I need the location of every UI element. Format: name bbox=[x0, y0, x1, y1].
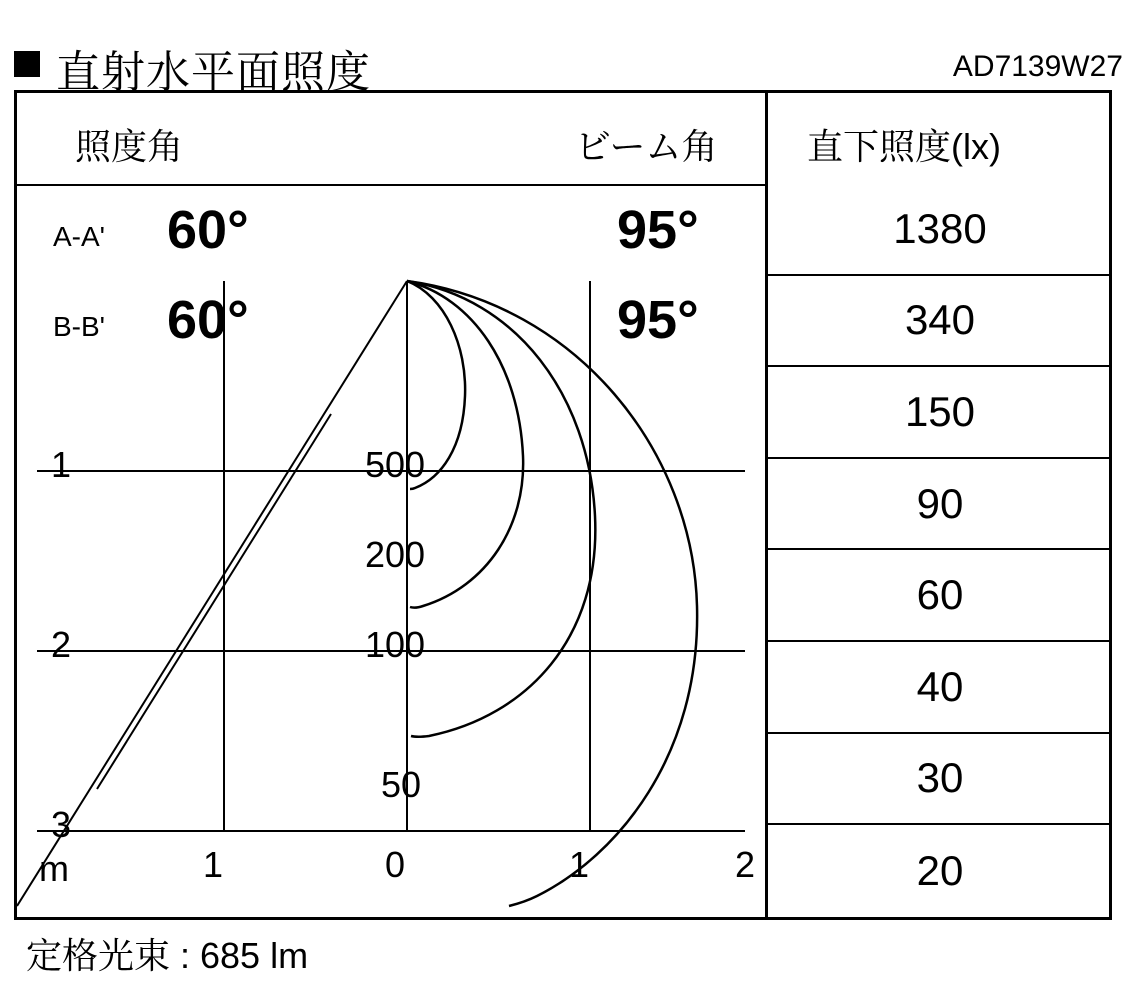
illuminance-graph bbox=[17, 186, 765, 917]
table-row: 30 bbox=[768, 734, 1112, 826]
model-code: AD7139W27 bbox=[952, 50, 1123, 83]
table-row: 1380 bbox=[768, 184, 1112, 276]
table-row: 340 bbox=[768, 276, 1112, 368]
row-label-bb: B-B' bbox=[53, 311, 106, 342]
direct-illuminance-header: 直下照度(lx) bbox=[807, 126, 1001, 167]
illuminance-angle-header: 照度角 bbox=[75, 126, 184, 167]
chart-frame bbox=[14, 90, 1112, 920]
x-tick-0: 0 bbox=[385, 844, 406, 885]
table-row: 60 bbox=[768, 550, 1112, 642]
y-tick-1: 1 bbox=[51, 444, 72, 485]
luminous-flux-note: 定格光束 : 685 lm bbox=[26, 935, 309, 976]
table-row: 20 bbox=[916, 846, 964, 894]
direct-illuminance-table bbox=[768, 184, 1112, 917]
beam-angle-bb: 95° bbox=[617, 290, 699, 350]
beam-angle-header: ビーム角 bbox=[575, 126, 718, 167]
illuminance-angle-aa: 60° bbox=[167, 200, 249, 260]
beam-angle-rays bbox=[17, 281, 407, 906]
x-tick-right-1: 1 bbox=[569, 844, 590, 885]
table-row: 150 bbox=[768, 367, 1112, 459]
axis-unit-label: m bbox=[39, 848, 69, 889]
page-title: 直射水平面照度 bbox=[56, 48, 371, 97]
table-row: 90 bbox=[768, 459, 1112, 551]
table-row: 40 bbox=[768, 642, 1112, 734]
curve-label-100: 100 bbox=[365, 624, 426, 665]
beam-angle-aa: 95° bbox=[617, 200, 699, 260]
x-tick-left-1: 1 bbox=[203, 844, 224, 885]
illuminance-angle-bb: 60° bbox=[167, 290, 249, 350]
curve-label-50: 50 bbox=[381, 764, 422, 805]
x-tick-right-2: 2 bbox=[735, 844, 756, 885]
y-tick-2: 2 bbox=[51, 624, 72, 665]
y-tick-3: 3 bbox=[51, 804, 72, 845]
row-label-aa: A-A' bbox=[53, 221, 106, 252]
black-square-icon bbox=[14, 51, 40, 77]
page-header bbox=[0, 18, 1145, 97]
curve-label-200: 200 bbox=[365, 534, 426, 575]
isolux-curves bbox=[407, 281, 697, 906]
curve-label-500: 500 bbox=[365, 444, 426, 485]
